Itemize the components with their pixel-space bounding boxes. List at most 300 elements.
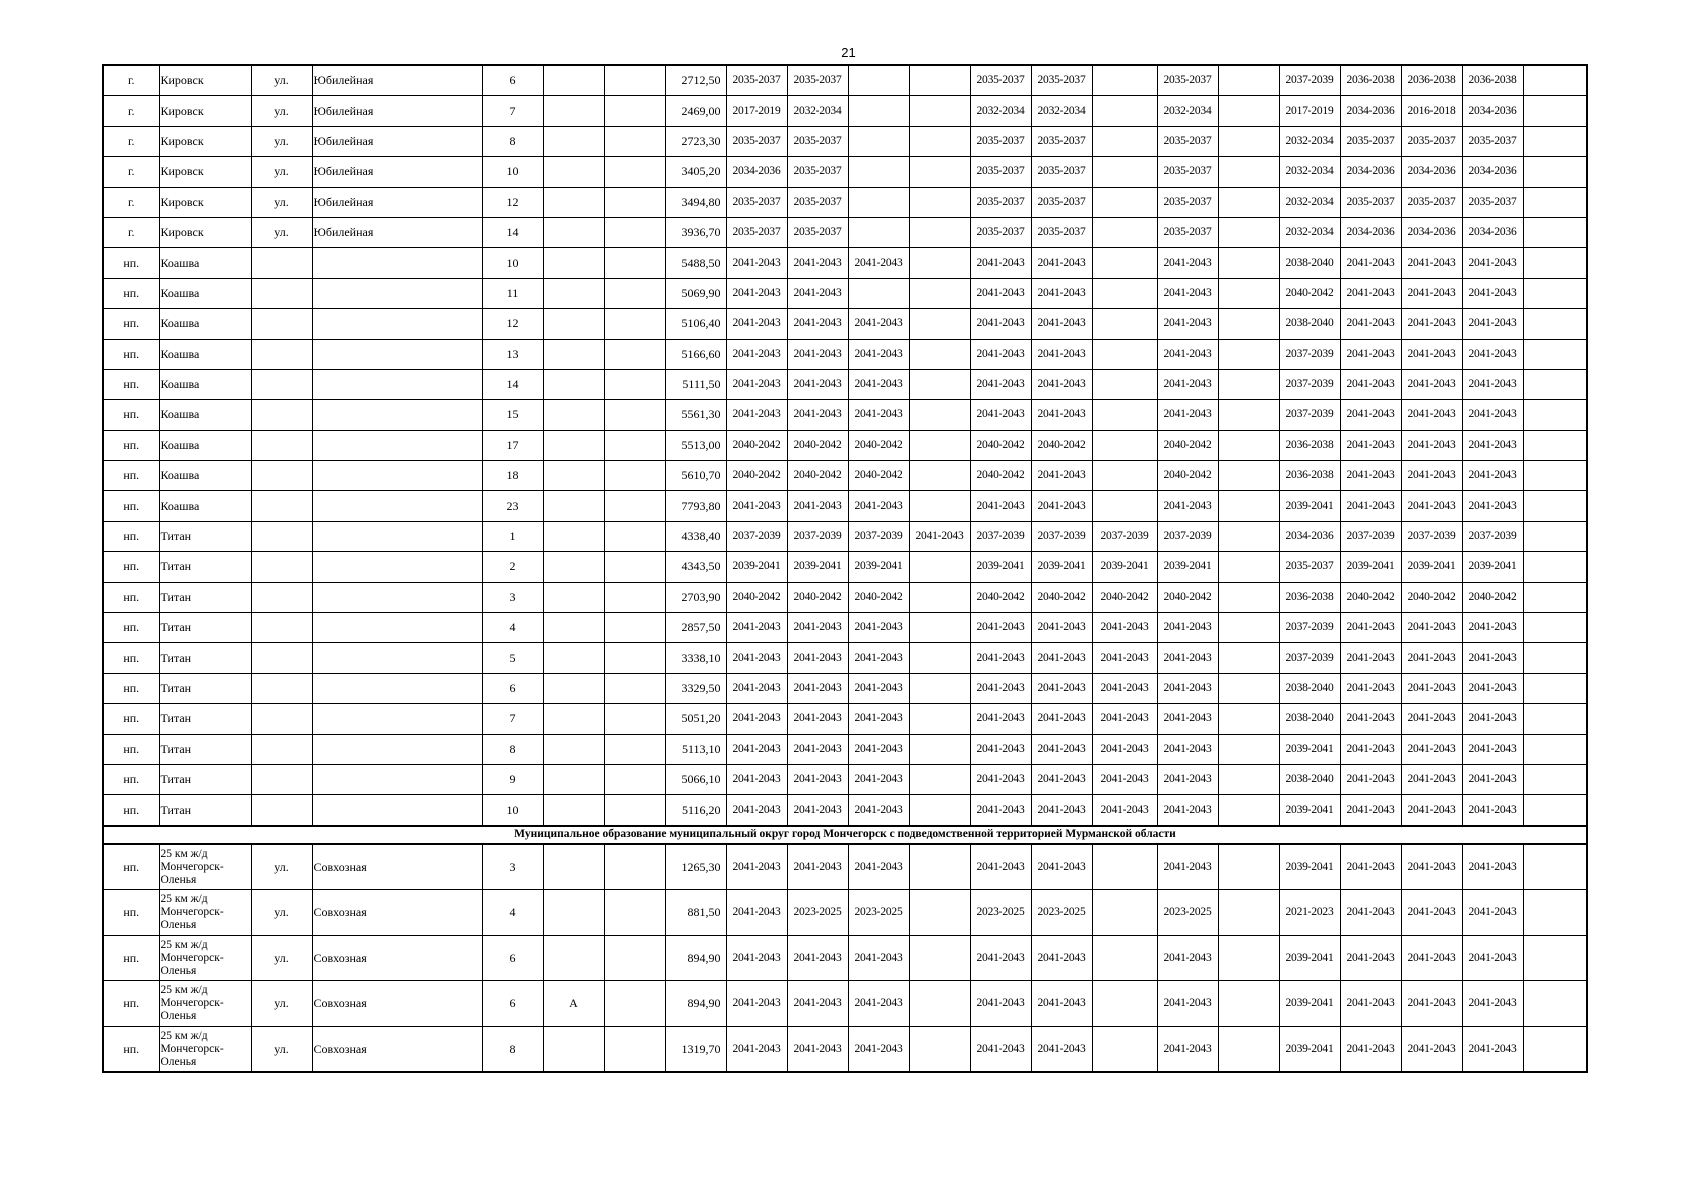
- cell-settlement-type: г.: [103, 65, 159, 96]
- cell-period-9: [1218, 582, 1279, 612]
- cell-period-12: 2041-2043: [1401, 491, 1462, 521]
- cell-period-14: [1523, 309, 1587, 339]
- cell-building-block: [604, 734, 665, 764]
- cell-house-number: 4: [482, 890, 543, 936]
- cell-period-1: 2040-2042: [726, 430, 787, 460]
- cell-street-name: [312, 491, 482, 521]
- cell-street-name: [312, 613, 482, 643]
- cell-period-14: [1523, 890, 1587, 936]
- table-row: [103, 157, 1587, 187]
- cell-period-7: [1092, 1026, 1157, 1072]
- cell-period-13: 2040-2042: [1462, 582, 1523, 612]
- cell-house-number: 17: [482, 430, 543, 460]
- cell-house-number: 11: [482, 278, 543, 308]
- cell-period-8: 2041-2043: [1157, 309, 1218, 339]
- cell-period-5: 2041-2043: [970, 309, 1031, 339]
- cell-period-3: [848, 65, 909, 96]
- cell-period-9: [1218, 734, 1279, 764]
- cell-settlement-type: г.: [103, 157, 159, 187]
- cell-period-11: 2041-2043: [1340, 764, 1401, 794]
- cell-settlement-name: Кировск: [159, 96, 251, 126]
- cell-period-7: [1092, 430, 1157, 460]
- cell-settlement-type: нп.: [103, 248, 159, 278]
- table-row: [103, 704, 1587, 734]
- cell-street-name: Юбилейная: [312, 157, 482, 187]
- cell-period-11: 2034-2036: [1340, 217, 1401, 247]
- cell-period-6: 2041-2043: [1031, 613, 1092, 643]
- cell-period-8: 2041-2043: [1157, 673, 1218, 703]
- cell-period-8: 2041-2043: [1157, 491, 1218, 521]
- cell-period-13: 2041-2043: [1462, 400, 1523, 430]
- cell-building-block: [604, 764, 665, 794]
- cell-period-10: 2038-2040: [1279, 673, 1340, 703]
- cell-settlement-type: нп.: [103, 400, 159, 430]
- cell-period-11: 2041-2043: [1340, 278, 1401, 308]
- cell-period-2: 2040-2042: [787, 582, 848, 612]
- cell-period-1: 2041-2043: [726, 400, 787, 430]
- cell-period-1: 2041-2043: [726, 248, 787, 278]
- cell-period-14: [1523, 844, 1587, 890]
- cell-period-12: 2041-2043: [1401, 278, 1462, 308]
- table-row: [103, 309, 1587, 339]
- cell-period-5: 2023-2025: [970, 890, 1031, 936]
- cell-house-number: 14: [482, 217, 543, 247]
- cell-period-2: 2041-2043: [787, 764, 848, 794]
- cell-period-13: 2041-2043: [1462, 491, 1523, 521]
- cell-street-type: [251, 734, 312, 764]
- cell-building-block: [604, 309, 665, 339]
- cell-house-number: 7: [482, 96, 543, 126]
- cell-building-letter: [543, 764, 604, 794]
- cell-period-2: 2041-2043: [787, 844, 848, 890]
- cell-period-1: 2035-2037: [726, 65, 787, 96]
- cell-period-14: [1523, 734, 1587, 764]
- cell-period-10: 2037-2039: [1279, 643, 1340, 673]
- cell-street-type: [251, 248, 312, 278]
- cell-building-letter: [543, 1026, 604, 1072]
- cell-period-7: [1092, 491, 1157, 521]
- cell-settlement-name: 25 км ж/д Мончегорск-Оленья: [159, 1026, 251, 1072]
- cell-period-2: 2041-2043: [787, 643, 848, 673]
- cell-period-6: 2041-2043: [1031, 795, 1092, 826]
- cell-period-8: 2041-2043: [1157, 704, 1218, 734]
- cell-house-number: 12: [482, 309, 543, 339]
- cell-period-6: 2041-2043: [1031, 461, 1092, 491]
- cell-settlement-type: нп.: [103, 795, 159, 826]
- cell-street-type: ул.: [251, 217, 312, 247]
- cell-area: 2723,30: [665, 126, 726, 156]
- table-row: [103, 613, 1587, 643]
- cell-period-3: 2041-2043: [848, 704, 909, 734]
- cell-period-2: 2041-2043: [787, 339, 848, 369]
- cell-building-block: [604, 339, 665, 369]
- cell-period-14: [1523, 704, 1587, 734]
- cell-period-1: 2041-2043: [726, 339, 787, 369]
- cell-building-letter: [543, 248, 604, 278]
- cell-period-13: 2041-2043: [1462, 248, 1523, 278]
- cell-period-5: 2041-2043: [970, 734, 1031, 764]
- cell-street-name: [312, 673, 482, 703]
- cell-street-name: [312, 278, 482, 308]
- cell-period-7: 2041-2043: [1092, 643, 1157, 673]
- cell-period-10: 2032-2034: [1279, 126, 1340, 156]
- cell-building-block: [604, 217, 665, 247]
- cell-period-11: 2041-2043: [1340, 734, 1401, 764]
- cell-building-letter: [543, 400, 604, 430]
- cell-period-9: [1218, 844, 1279, 890]
- cell-period-3: [848, 187, 909, 217]
- cell-period-6: 2035-2037: [1031, 217, 1092, 247]
- cell-period-9: [1218, 1026, 1279, 1072]
- cell-building-block: [604, 643, 665, 673]
- cell-period-14: [1523, 613, 1587, 643]
- cell-period-8: 2040-2042: [1157, 582, 1218, 612]
- cell-period-12: 2040-2042: [1401, 582, 1462, 612]
- cell-settlement-type: нп.: [103, 339, 159, 369]
- cell-street-type: [251, 278, 312, 308]
- cell-period-14: [1523, 521, 1587, 551]
- cell-street-type: ул.: [251, 981, 312, 1027]
- cell-period-9: [1218, 613, 1279, 643]
- cell-period-5: 2041-2043: [970, 981, 1031, 1027]
- cell-period-2: 2035-2037: [787, 157, 848, 187]
- cell-building-letter: [543, 795, 604, 826]
- cell-period-13: 2041-2043: [1462, 339, 1523, 369]
- cell-period-6: 2035-2037: [1031, 126, 1092, 156]
- cell-settlement-type: нп.: [103, 582, 159, 612]
- cell-period-3: 2041-2043: [848, 339, 909, 369]
- cell-period-6: 2039-2041: [1031, 552, 1092, 582]
- cell-period-12: 2041-2043: [1401, 795, 1462, 826]
- cell-period-5: 2037-2039: [970, 521, 1031, 551]
- cell-period-4: [909, 673, 970, 703]
- table-row: [103, 248, 1587, 278]
- cell-street-type: [251, 582, 312, 612]
- cell-street-type: [251, 613, 312, 643]
- cell-street-type: [251, 521, 312, 551]
- cell-settlement-type: нп.: [103, 309, 159, 339]
- cell-settlement-type: г.: [103, 96, 159, 126]
- cell-settlement-name: 25 км ж/д Мончегорск-Оленья: [159, 981, 251, 1027]
- cell-period-8: 2035-2037: [1157, 187, 1218, 217]
- cell-building-block: [604, 704, 665, 734]
- cell-street-name: [312, 643, 482, 673]
- cell-period-11: 2041-2043: [1340, 613, 1401, 643]
- cell-street-name: [312, 552, 482, 582]
- cell-period-3: 2039-2041: [848, 552, 909, 582]
- cell-period-10: 2032-2034: [1279, 157, 1340, 187]
- cell-period-12: 2036-2038: [1401, 65, 1462, 96]
- cell-period-4: [909, 844, 970, 890]
- cell-period-6: 2023-2025: [1031, 890, 1092, 936]
- cell-period-13: 2041-2043: [1462, 613, 1523, 643]
- cell-period-8: 2041-2043: [1157, 248, 1218, 278]
- cell-period-13: 2041-2043: [1462, 369, 1523, 399]
- cell-period-3: [848, 96, 909, 126]
- cell-period-4: [909, 217, 970, 247]
- cell-period-2: 2041-2043: [787, 704, 848, 734]
- cell-settlement-type: нп.: [103, 1026, 159, 1072]
- cell-period-4: [909, 704, 970, 734]
- cell-building-letter: [543, 844, 604, 890]
- table-row: [103, 96, 1587, 126]
- cell-street-type: [251, 309, 312, 339]
- cell-settlement-type: г.: [103, 187, 159, 217]
- cell-period-13: 2041-2043: [1462, 309, 1523, 339]
- cell-house-number: 13: [482, 339, 543, 369]
- cell-period-4: [909, 400, 970, 430]
- cell-period-6: 2041-2043: [1031, 643, 1092, 673]
- cell-building-block: [604, 461, 665, 491]
- cell-period-11: 2035-2037: [1340, 187, 1401, 217]
- cell-period-2: 2035-2037: [787, 65, 848, 96]
- cell-period-11: 2041-2043: [1340, 643, 1401, 673]
- cell-street-name: [312, 461, 482, 491]
- cell-street-type: ул.: [251, 187, 312, 217]
- cell-street-type: [251, 795, 312, 826]
- cell-period-13: 2041-2043: [1462, 981, 1523, 1027]
- cell-period-12: 2041-2043: [1401, 643, 1462, 673]
- cell-period-12: 2041-2043: [1401, 844, 1462, 890]
- cell-period-14: [1523, 491, 1587, 521]
- cell-building-letter: [543, 339, 604, 369]
- cell-area: 3936,70: [665, 217, 726, 247]
- cell-house-number: 23: [482, 491, 543, 521]
- cell-period-9: [1218, 96, 1279, 126]
- cell-period-5: 2041-2043: [970, 935, 1031, 981]
- section-heading: Муниципальное образование муниципальный округ город Мончегорск с подведомственной территорией Мурманской области: [103, 826, 1587, 844]
- cell-building-letter: [543, 309, 604, 339]
- cell-street-type: ул.: [251, 935, 312, 981]
- cell-period-11: 2041-2043: [1340, 309, 1401, 339]
- cell-period-8: 2041-2043: [1157, 278, 1218, 308]
- cell-period-2: 2035-2037: [787, 187, 848, 217]
- cell-period-12: 2041-2043: [1401, 248, 1462, 278]
- cell-building-block: [604, 157, 665, 187]
- cell-period-2: 2041-2043: [787, 309, 848, 339]
- cell-period-5: 2035-2037: [970, 187, 1031, 217]
- cell-period-13: 2041-2043: [1462, 795, 1523, 826]
- cell-period-9: [1218, 65, 1279, 96]
- cell-building-block: [604, 673, 665, 703]
- cell-street-name: [312, 734, 482, 764]
- cell-house-number: 8: [482, 126, 543, 156]
- cell-period-1: 2037-2039: [726, 521, 787, 551]
- cell-period-12: 2041-2043: [1401, 339, 1462, 369]
- cell-period-4: [909, 157, 970, 187]
- cell-building-letter: [543, 430, 604, 460]
- table-row: [103, 278, 1587, 308]
- cell-settlement-name: Кировск: [159, 157, 251, 187]
- cell-street-type: [251, 339, 312, 369]
- cell-area: 881,50: [665, 890, 726, 936]
- cell-period-10: 2040-2042: [1279, 278, 1340, 308]
- cell-period-10: 2038-2040: [1279, 764, 1340, 794]
- cell-settlement-name: Коашва: [159, 248, 251, 278]
- cell-period-6: 2041-2043: [1031, 339, 1092, 369]
- table-row: [103, 643, 1587, 673]
- cell-period-1: 2035-2037: [726, 126, 787, 156]
- cell-street-type: ул.: [251, 890, 312, 936]
- cell-period-12: 2041-2043: [1401, 1026, 1462, 1072]
- cell-period-3: 2041-2043: [848, 935, 909, 981]
- cell-period-5: 2041-2043: [970, 795, 1031, 826]
- cell-period-14: [1523, 126, 1587, 156]
- cell-period-14: [1523, 65, 1587, 96]
- cell-period-6: 2041-2043: [1031, 309, 1092, 339]
- cell-period-1: 2040-2042: [726, 461, 787, 491]
- cell-period-9: [1218, 369, 1279, 399]
- cell-period-10: 2039-2041: [1279, 491, 1340, 521]
- cell-period-1: 2041-2043: [726, 309, 787, 339]
- table-row: [103, 217, 1587, 247]
- cell-period-4: [909, 613, 970, 643]
- cell-area: 5113,10: [665, 734, 726, 764]
- cell-period-4: [909, 795, 970, 826]
- cell-period-5: 2040-2042: [970, 461, 1031, 491]
- cell-building-letter: [543, 65, 604, 96]
- cell-period-4: [909, 890, 970, 936]
- cell-period-14: [1523, 400, 1587, 430]
- cell-period-9: [1218, 795, 1279, 826]
- table-row: [103, 764, 1587, 794]
- cell-period-3: 2041-2043: [848, 1026, 909, 1072]
- cell-period-10: 2039-2041: [1279, 981, 1340, 1027]
- cell-period-4: [909, 430, 970, 460]
- cell-period-5: 2041-2043: [970, 764, 1031, 794]
- cell-period-13: 2041-2043: [1462, 935, 1523, 981]
- cell-period-7: 2041-2043: [1092, 673, 1157, 703]
- cell-period-13: 2034-2036: [1462, 217, 1523, 247]
- cell-period-2: 2035-2037: [787, 126, 848, 156]
- cell-street-type: [251, 764, 312, 794]
- cell-area: 5069,90: [665, 278, 726, 308]
- cell-street-type: ул.: [251, 96, 312, 126]
- cell-period-10: 2034-2036: [1279, 521, 1340, 551]
- cell-period-10: 2039-2041: [1279, 844, 1340, 890]
- cell-settlement-type: нп.: [103, 844, 159, 890]
- cell-period-2: 2032-2034: [787, 96, 848, 126]
- cell-settlement-type: нп.: [103, 278, 159, 308]
- cell-building-letter: [543, 552, 604, 582]
- cell-period-1: 2041-2043: [726, 764, 787, 794]
- cell-street-name: [312, 430, 482, 460]
- cell-period-9: [1218, 248, 1279, 278]
- cell-period-8: 2023-2025: [1157, 890, 1218, 936]
- cell-street-name: [312, 369, 482, 399]
- cell-period-1: 2041-2043: [726, 369, 787, 399]
- cell-settlement-type: нп.: [103, 552, 159, 582]
- cell-area: 7793,80: [665, 491, 726, 521]
- cell-street-type: [251, 461, 312, 491]
- cell-period-5: 2041-2043: [970, 673, 1031, 703]
- cell-building-block: [604, 187, 665, 217]
- cell-period-12: 2041-2043: [1401, 935, 1462, 981]
- cell-street-name: Совхозная: [312, 844, 482, 890]
- cell-period-3: 2041-2043: [848, 491, 909, 521]
- cell-street-name: Юбилейная: [312, 96, 482, 126]
- cell-building-block: [604, 582, 665, 612]
- cell-street-name: Совхозная: [312, 890, 482, 936]
- cell-area: 5513,00: [665, 430, 726, 460]
- cell-house-number: 8: [482, 1026, 543, 1072]
- cell-street-type: ул.: [251, 1026, 312, 1072]
- cell-house-number: 14: [482, 369, 543, 399]
- cell-period-14: [1523, 673, 1587, 703]
- cell-period-2: 2041-2043: [787, 248, 848, 278]
- cell-period-4: [909, 248, 970, 278]
- cell-building-block: [604, 65, 665, 96]
- cell-area: 894,90: [665, 935, 726, 981]
- table-row: [103, 552, 1587, 582]
- cell-period-12: 2041-2043: [1401, 400, 1462, 430]
- cell-period-10: 2035-2037: [1279, 552, 1340, 582]
- table-row: [103, 981, 1587, 1027]
- cell-period-7: [1092, 217, 1157, 247]
- cell-period-14: [1523, 1026, 1587, 1072]
- cell-period-10: 2037-2039: [1279, 369, 1340, 399]
- cell-area: 3338,10: [665, 643, 726, 673]
- cell-settlement-type: г.: [103, 217, 159, 247]
- cell-period-14: [1523, 278, 1587, 308]
- cell-period-13: 2041-2043: [1462, 278, 1523, 308]
- cell-period-9: [1218, 981, 1279, 1027]
- register-table: [102, 64, 1588, 1073]
- cell-settlement-type: нп.: [103, 643, 159, 673]
- cell-period-7: 2039-2041: [1092, 552, 1157, 582]
- cell-period-9: [1218, 339, 1279, 369]
- cell-period-12: 2041-2043: [1401, 461, 1462, 491]
- cell-period-8: 2041-2043: [1157, 734, 1218, 764]
- cell-period-8: 2041-2043: [1157, 369, 1218, 399]
- cell-period-1: 2041-2043: [726, 981, 787, 1027]
- cell-area: 5111,50: [665, 369, 726, 399]
- cell-house-number: 6: [482, 65, 543, 96]
- cell-street-type: [251, 704, 312, 734]
- cell-period-10: 2036-2038: [1279, 430, 1340, 460]
- cell-period-6: 2035-2037: [1031, 157, 1092, 187]
- cell-period-1: 2041-2043: [726, 795, 787, 826]
- cell-street-name: Юбилейная: [312, 126, 482, 156]
- cell-building-block: [604, 491, 665, 521]
- cell-area: 3405,20: [665, 157, 726, 187]
- cell-period-14: [1523, 187, 1587, 217]
- cell-settlement-name: Кировск: [159, 126, 251, 156]
- cell-period-4: [909, 339, 970, 369]
- cell-period-7: [1092, 890, 1157, 936]
- cell-period-3: 2041-2043: [848, 673, 909, 703]
- cell-period-6: 2041-2043: [1031, 248, 1092, 278]
- cell-street-type: ул.: [251, 65, 312, 96]
- table-row: [103, 1026, 1587, 1072]
- cell-street-name: [312, 309, 482, 339]
- table-row: [103, 890, 1587, 936]
- cell-house-number: 3: [482, 844, 543, 890]
- cell-period-8: 2039-2041: [1157, 552, 1218, 582]
- cell-period-13: 2041-2043: [1462, 704, 1523, 734]
- cell-period-1: 2041-2043: [726, 278, 787, 308]
- cell-building-letter: [543, 643, 604, 673]
- cell-period-2: 2041-2043: [787, 400, 848, 430]
- cell-house-number: 18: [482, 461, 543, 491]
- cell-period-10: 2039-2041: [1279, 1026, 1340, 1072]
- cell-period-7: [1092, 157, 1157, 187]
- cell-period-11: 2041-2043: [1340, 461, 1401, 491]
- cell-building-letter: [543, 96, 604, 126]
- page-number: 21: [841, 45, 856, 60]
- cell-settlement-type: г.: [103, 126, 159, 156]
- cell-period-8: 2041-2043: [1157, 1026, 1218, 1072]
